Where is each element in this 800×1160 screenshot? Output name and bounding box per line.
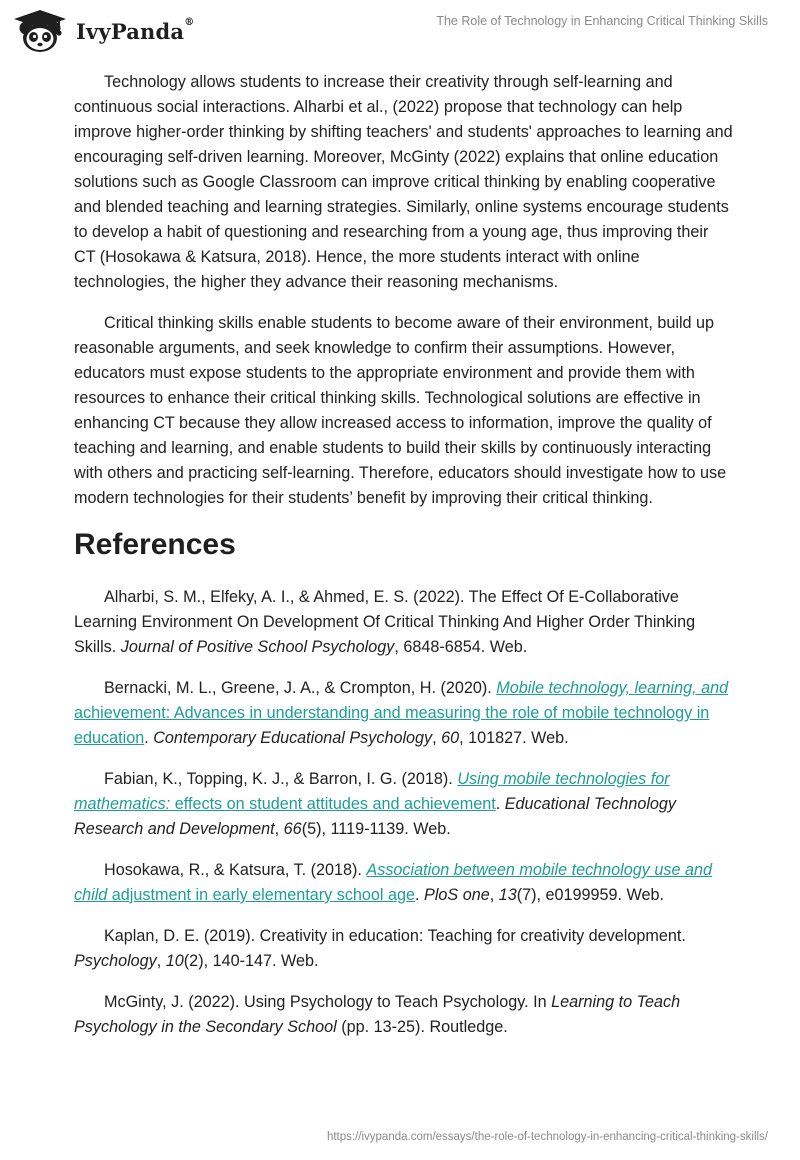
document-title: The Role of Technology in Enhancing Critical Thinking Skills bbox=[436, 14, 768, 28]
ref-tail: (pp. 13-25). Routledge. bbox=[336, 1018, 508, 1036]
ref-sep: , bbox=[156, 952, 166, 970]
brand-name-text: IvyPanda bbox=[76, 18, 185, 44]
ref-authors: Fabian, K., Topping, K. J., & Barron, I. G. (2018). bbox=[104, 770, 458, 788]
reference-item bbox=[74, 585, 734, 660]
reference-item bbox=[74, 767, 734, 842]
references-heading: References bbox=[74, 528, 236, 561]
ref-link-italic: Using mobile technologies for mathematics: bbox=[74, 770, 670, 813]
ref-link-plain: achievement: Advances in understanding and measuring the role of mobile technology in education bbox=[74, 704, 710, 747]
ref-link-plain: effects on student attitudes and achievement bbox=[170, 795, 496, 813]
page-header bbox=[0, 0, 800, 60]
ref-tail: , 6848-6854. Web. bbox=[394, 638, 528, 656]
reference-item bbox=[74, 858, 734, 908]
ref-link-italic: Association between mobile technology use and child bbox=[74, 861, 712, 904]
ref-source: Psychology bbox=[74, 952, 157, 970]
ref-link-plain: adjustment in early elementary school age bbox=[107, 886, 416, 904]
ref-source: Contemporary Educational Psychology bbox=[153, 729, 433, 747]
body-paragraph: Critical thinking skills enable students to become aware of their environment, build up reasonable arguments, and seek knowledge to confirm their assumptions. However, educators must expose students to the appropriate environment and provide them with resources to enhance their critical thinking skills. Technological solutions are effective in enhancing CT because they allow increased access to information, improve the quality of teaching and learning, and enable students to build their skills by continuously interacting with others and practicing self-learning. Therefore, educators should investigate how to use modern technologies for their students’ benefit by improving their critical thinking. bbox=[74, 314, 727, 507]
registered-mark: ® bbox=[184, 16, 195, 28]
essay-content bbox=[74, 70, 734, 1056]
ref-sep: , bbox=[432, 729, 442, 747]
ref-authors: Alharbi, S. M., Elfeky, A. I., & Ahmed, E. S. (2022). The Effect Of E-Collaborative Learning Environment On Development Of Critical Thinking And Higher Order Thinking Skills. bbox=[74, 588, 696, 656]
ref-volume: 60 bbox=[441, 729, 460, 747]
ref-tail: , 101827. Web. bbox=[459, 729, 569, 747]
footer-url[interactable]: https://ivypanda.com/essays/the-role-of-technology-in-enhancing-critical-thinking-skills/ bbox=[326, 1131, 768, 1143]
ref-sep: , bbox=[489, 886, 499, 904]
reference-item bbox=[74, 990, 734, 1040]
ref-volume: 13 bbox=[498, 886, 517, 904]
ref-authors: McGinty, J. (2022). Using Psychology to Teach Psychology. In bbox=[104, 993, 552, 1011]
ref-after-link: . bbox=[415, 886, 425, 904]
ref-volume: 66 bbox=[283, 820, 302, 838]
ref-after-link: . bbox=[495, 795, 505, 813]
body-paragraph: Technology allows students to increase their creativity through self-learning and continuous social interactions. Alharbi et al., (2022) propose that technology can help improve higher-order thinking by shifting teachers' and students' approaches to learning and encouraging self-driven learning. Moreover, McGinty (2022) explains that online education solutions such as Google Classroom can improve critical thinking by enabling cooperative and blended teaching and learning strategies. Similarly, online systems encourage students to develop a habit of questioning and researching from a young age, thus improving their CT (Hosokawa & Katsura, 2018). Hence, the more students interact with online technologies, the higher they advance their reasoning mechanisms. bbox=[74, 73, 733, 291]
ref-source: PloS one bbox=[424, 886, 490, 904]
ref-link-italic: Mobile technology, learning, and bbox=[496, 679, 729, 697]
ref-tail: (7), e0199959. Web. bbox=[516, 886, 665, 904]
ref-volume: 10 bbox=[165, 952, 184, 970]
ref-tail: (2), 140-147. Web. bbox=[183, 952, 319, 970]
ref-sep: , bbox=[274, 820, 284, 838]
ref-source: Educational Technology Research and Development bbox=[74, 795, 677, 838]
brand-name bbox=[76, 16, 195, 44]
ref-source: Journal of Positive School Psychology bbox=[120, 638, 395, 656]
ref-after-link: . bbox=[144, 729, 154, 747]
ref-authors: Hosokawa, R., & Katsura, T. (2018). bbox=[104, 861, 367, 879]
ref-authors: Bernacki, M. L., Greene, J. A., & Crompton, H. (2020). bbox=[104, 679, 497, 697]
ref-source: Learning to Teach Psychology in the Secondary School bbox=[74, 993, 681, 1036]
ref-tail: (5), 1119-1139. Web. bbox=[301, 820, 451, 838]
ivypanda-logo[interactable] bbox=[12, 8, 194, 54]
panda-graduate-icon bbox=[12, 8, 68, 54]
reference-item bbox=[74, 924, 734, 974]
ref-authors: Kaplan, D. E. (2019). Creativity in education: Teaching for creativity development. bbox=[104, 927, 686, 945]
reference-item bbox=[74, 676, 734, 751]
